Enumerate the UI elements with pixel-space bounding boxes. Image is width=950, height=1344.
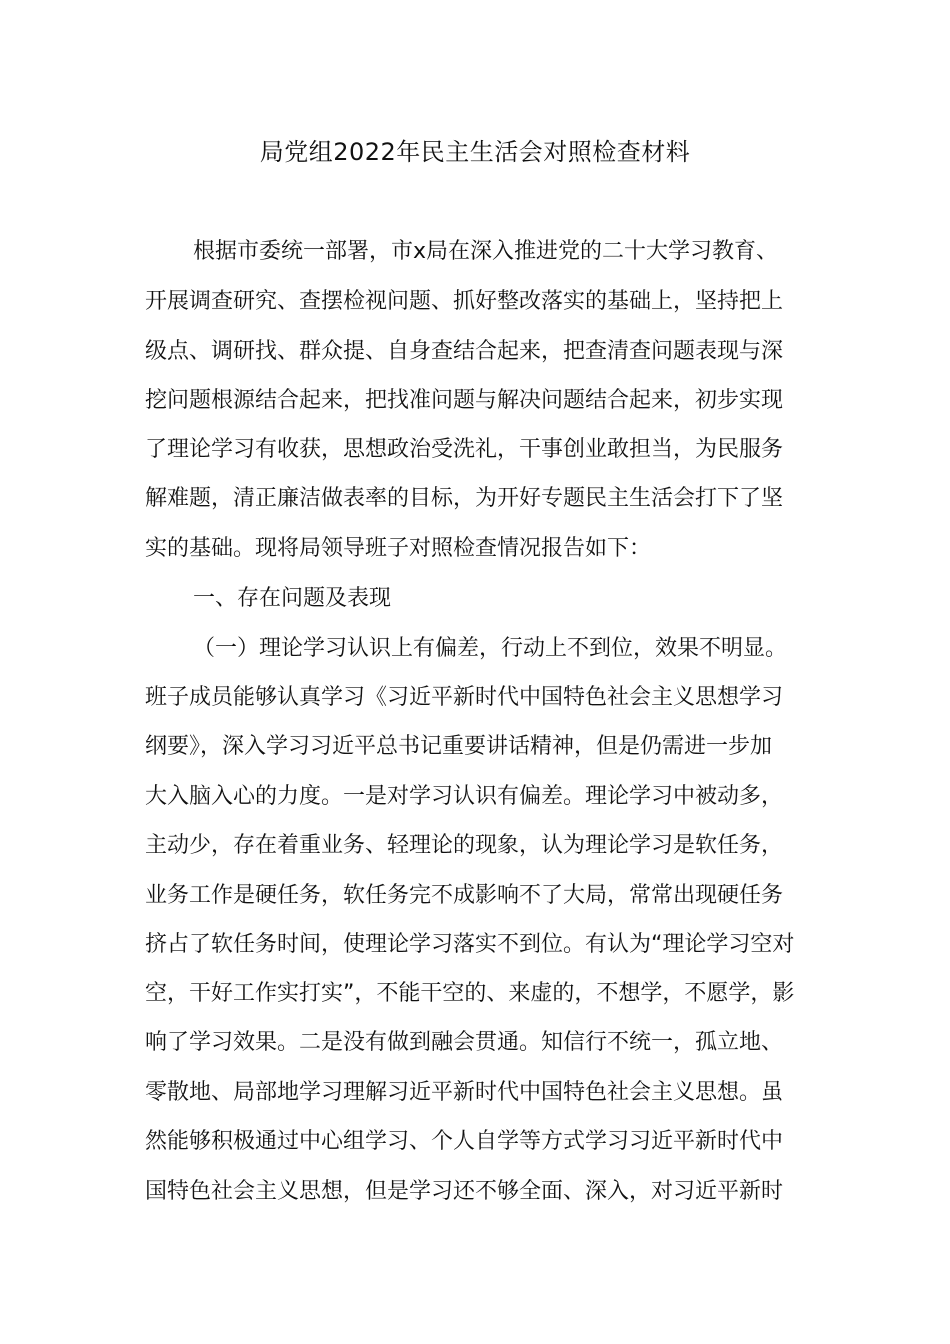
document-title: 局党组2022年民主生活会对照检查材料 — [259, 138, 691, 166]
subsection-heading: （一）理论学习认识上有偏差，行动上不到位，效果不明显。 — [193, 636, 788, 661]
paragraph-line: 然能够积极通过中心组学习、个人自学等方式学习习近平新时代中 — [145, 1129, 784, 1154]
paragraph-line: 国特色社会主义思想，但是学习还不够全面、深入，对习近平新时 — [145, 1179, 784, 1204]
paragraph-line: 根据市委统一部署，市x局在深入推进党的二十大学习教育、 — [193, 239, 779, 264]
paragraph-line: 响了学习效果。二是没有做到融会贯通。知信行不统一，孤立地、 — [145, 1030, 784, 1055]
paragraph-line: 主动少，存在着重业务、轻理论的现象，认为理论学习是软任务， — [145, 833, 784, 858]
paragraph-line: 业务工作是硬任务，软任务完不成影响不了大局，常常出现硬任务 — [145, 883, 784, 908]
paragraph-line: 班子成员能够认真学习《习近平新时代中国特色社会主义思想学习 — [145, 685, 784, 710]
paragraph-line: 挖问题根源结合起来，把找准问题与解决问题结合起来，初步实现 — [145, 388, 784, 413]
paragraph-line: 实的基础。现将局领导班子对照检查情况报告如下： — [145, 536, 652, 561]
paragraph-line: 大入脑入心的力度。一是对学习认识有偏差。理论学习中被动多， — [145, 784, 784, 809]
paragraph-line: 级点、调研找、群众提、自身查结合起来，把查清查问题表现与深 — [145, 339, 784, 364]
paragraph-line: 零散地、局部地学习理解习近平新时代中国特色社会主义思想。虽 — [145, 1080, 784, 1105]
paragraph-line: 开展调查研究、查摆检视问题、抓好整改落实的基础上，坚持把上 — [145, 289, 784, 314]
paragraph-line: 空，干好工作实打实”，不能干空的、来虚的，不想学，不愿学，影 — [145, 981, 795, 1006]
paragraph-line: 挤占了软任务时间，使理论学习落实不到位。有认为“理论学习空对 — [145, 932, 795, 957]
paragraph-line: 了理论学习有收获，思想政治受洗礼，干事创业敢担当，为民服务 — [145, 437, 784, 462]
section-heading: 一、存在问题及表现 — [193, 586, 392, 611]
paragraph-line: 纲要》，深入学习习近平总书记重要讲话精神，但是仍需进一步加 — [145, 734, 773, 759]
paragraph-line: 解难题，清正廉洁做表率的目标，为开好专题民主生活会打下了坚 — [145, 486, 784, 511]
